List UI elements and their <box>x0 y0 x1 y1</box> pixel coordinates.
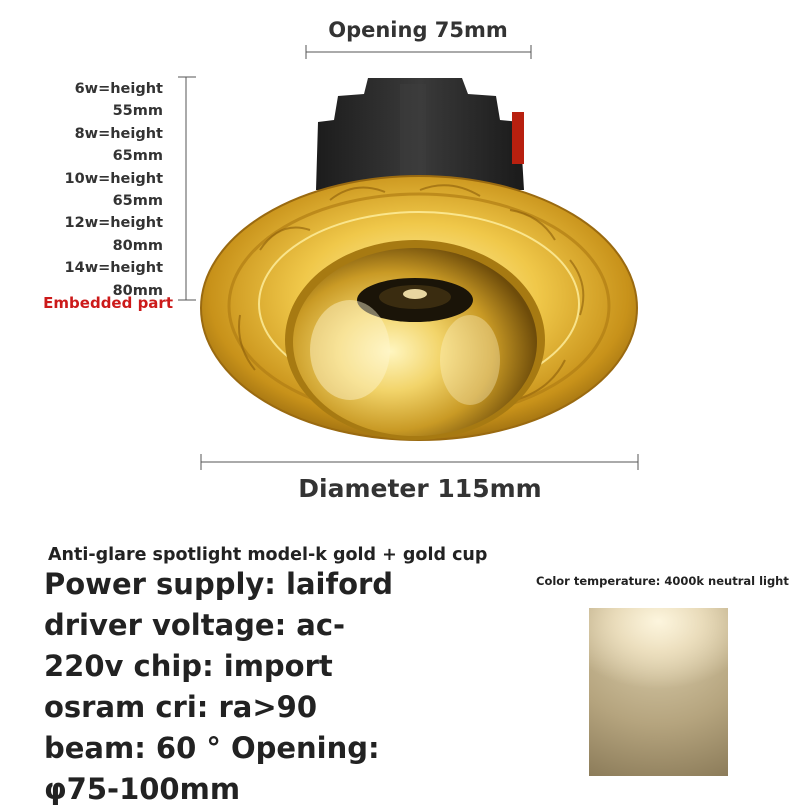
opening-dimension-line <box>306 45 531 59</box>
product-title: Anti-glare spotlight model-k gold + gold cup <box>48 545 488 565</box>
height-spec-line: 6w=height <box>74 81 163 97</box>
height-spec-list <box>10 78 163 302</box>
light-sample-image <box>589 608 728 776</box>
height-spec-line: 12w=height <box>64 215 163 232</box>
gold-reflector-cup <box>285 240 545 440</box>
height-spec-line: 65mm <box>112 193 163 210</box>
height-spec-line: 80mm <box>112 282 163 299</box>
diameter-dimension-line <box>201 454 638 470</box>
height-spec-line: 10w=height <box>64 170 163 187</box>
color-temperature-label: Color temperature: 4000k neutral light <box>536 574 789 588</box>
spec-description: Power supply: laiford driver voltage: ac-220v chip: import osram cri: ra>90 beam: 60 ° Opening: φ75-100mm <box>44 567 394 806</box>
embedded-part-label: Embedded part <box>43 294 173 312</box>
height-spec-line: 14w=height <box>64 260 163 277</box>
height-spec-line: 65mm <box>112 148 163 165</box>
opening-label: Opening 75mm <box>328 18 508 42</box>
height-spec-line: 55mm <box>112 103 163 120</box>
diameter-label: Diameter 115mm <box>298 474 542 503</box>
height-spec-line: 80mm <box>112 237 163 254</box>
height-spec-line: 8w=height <box>74 125 163 142</box>
height-dimension-line <box>178 77 196 300</box>
lamp-housing <box>316 78 524 190</box>
